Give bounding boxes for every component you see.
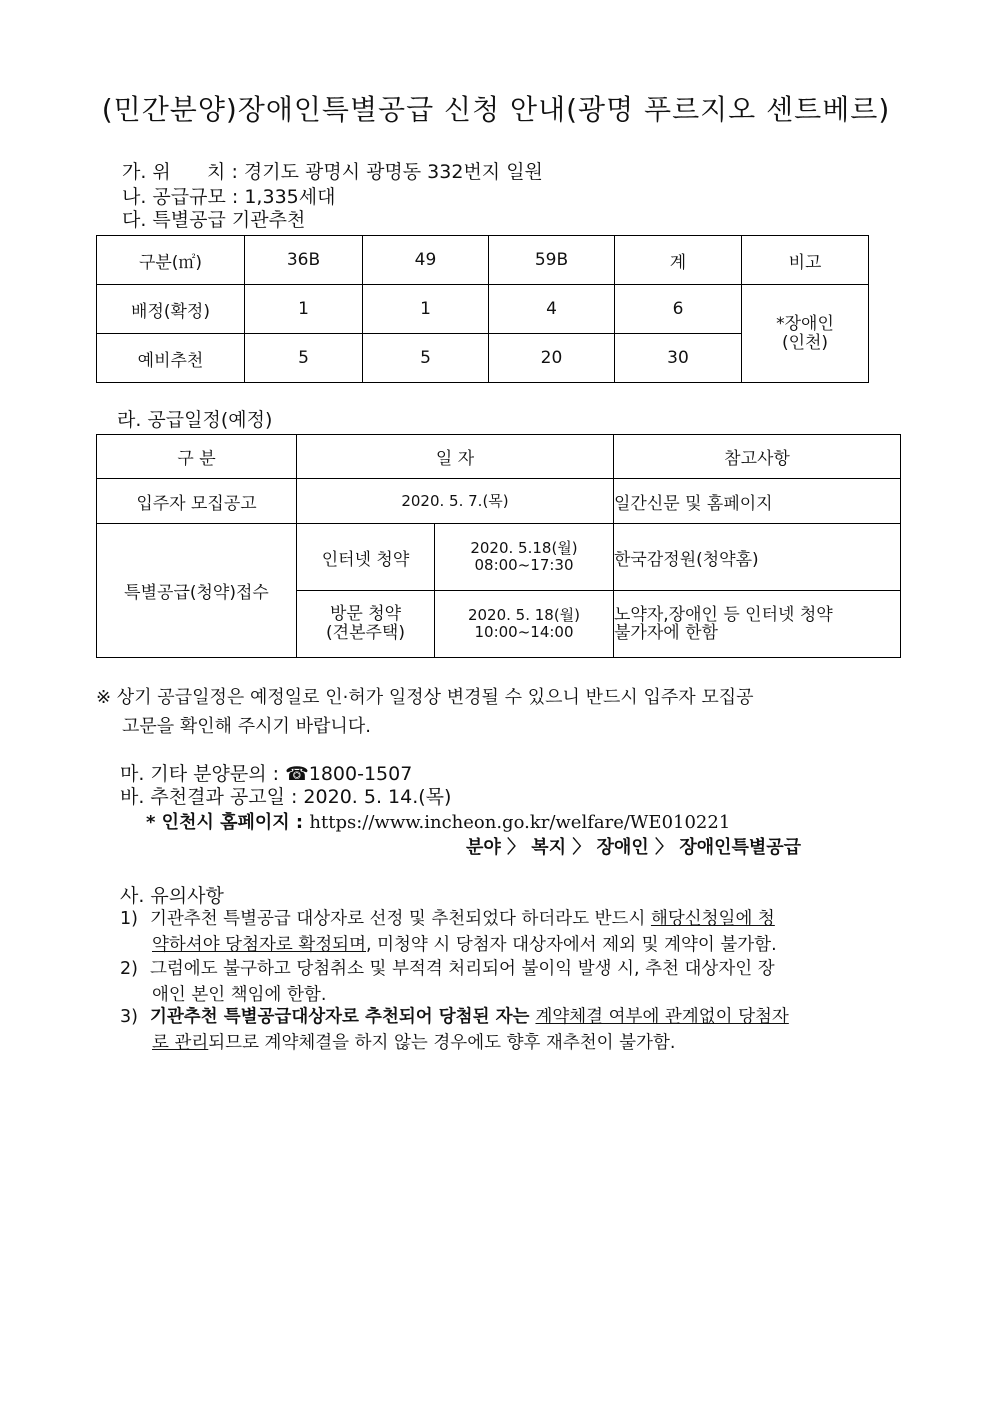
section-schedule: 라. 공급일정(예정) [117, 409, 273, 431]
section-agency-recommend: 다. 특별공급 기관추천 [122, 209, 306, 231]
caution-number: 2) [120, 959, 138, 979]
remark-line: (인천) [781, 332, 829, 353]
location-label: 가. 위 치 [122, 161, 226, 183]
caution-text: 되므로 계약체결을 하지 않는 경우에도 향후 재추천이 불가함. [208, 1033, 676, 1053]
caution-underline: 약하셔야 당첨자로 확정되며 [152, 935, 366, 955]
header-cell: 일 자 [297, 435, 614, 479]
method-cell [297, 591, 435, 658]
header-cell: 계 [615, 236, 742, 285]
header-cell: 59B [489, 236, 615, 285]
note-cell: 일간신문 및 홈페이지 [614, 479, 901, 524]
remark-cell [742, 285, 869, 383]
breadcrumb: 분야 〉 복지 〉 장애인 〉 장애인특별공급 [466, 837, 802, 858]
caution-text: , 미청약 시 당첨자 대상자에서 제외 및 계약이 불가함. [366, 935, 777, 955]
phone-number: 1800-1507 [308, 763, 413, 785]
allocation-table [96, 235, 869, 383]
note-line: 노약자,장애인 등 인터넷 청약 [614, 605, 833, 625]
table-cell: 6 [615, 285, 742, 334]
section-cautions: 사. 유의사항 [120, 885, 224, 907]
table-cell: 5 [245, 334, 363, 383]
homepage-url[interactable]: https://www.incheon.go.kr/welfare/WE010221 [309, 812, 731, 833]
caution-underline: 계약체결 여부에 관계없이 당첨자 [535, 1007, 789, 1027]
row-label: 특별공급(청약)접수 [97, 524, 297, 658]
date-line: 2020. 5. 18(월) [467, 606, 581, 624]
row-label: 예비추천 [97, 334, 245, 383]
header-cell: 참고사항 [614, 435, 901, 479]
time-line: 10:00~14:00 [474, 623, 574, 641]
inquiry-label: 마. 기타 분양문의 : [120, 763, 286, 785]
caution-bold-text: 기관추천 특별공급대상자로 추천되어 당첨된 자는 [150, 1007, 536, 1027]
caution-underline: 해당신청일에 청 [650, 909, 775, 929]
page-title: (민간분양)장애인특별공급 신청 안내(광명 푸르지오 센트베르) [101, 93, 891, 126]
caution-text: 그럼에도 불구하고 당첨취소 및 부적격 처리되어 불이익 발생 시, 추천 대상자인 장 [150, 959, 775, 979]
caution-text: 기관추천 특별공급 대상자로 선정 및 추천되었다 하더라도 반드시 [150, 909, 651, 929]
header-cell: 36B [245, 236, 363, 285]
table-cell: 4 [489, 285, 615, 334]
row-label: 입주자 모집공고 [97, 479, 297, 524]
table-row [97, 524, 901, 591]
caution-item-1 [120, 906, 902, 958]
note-line: 불가자에 한함 [614, 623, 718, 643]
section-location [122, 157, 543, 184]
method-cell: 인터넷 청약 [297, 524, 435, 591]
table-row [97, 435, 901, 479]
header-cell: 비고 [742, 236, 869, 285]
caution-continuation [120, 1030, 902, 1056]
header-cell: 구 분 [97, 435, 297, 479]
caution-continuation: 애인 본인 책임에 한함. [152, 985, 327, 1005]
row-label: 배정(확정) [97, 285, 245, 334]
date-line: 2020. 5.18(월) [470, 539, 578, 557]
caution-item-3 [120, 1004, 902, 1056]
caution-number: 3) [120, 1007, 138, 1027]
supply-scale-value: : 1,335세대 [231, 186, 336, 208]
method-line: 방문 청약 [329, 604, 402, 624]
note-cell [614, 591, 901, 658]
header-cell: 49 [363, 236, 489, 285]
caution-continuation [120, 932, 902, 958]
schedule-table [96, 434, 901, 658]
time-line: 08:00~17:30 [474, 556, 574, 574]
table-cell: 1 [245, 285, 363, 334]
caution-number: 1) [120, 909, 138, 929]
header-cell: 구분(㎡) [97, 236, 245, 285]
table-row [97, 285, 869, 334]
section-result-date: 바. 추천결과 공고일 : 2020. 5. 14.(목) [120, 786, 452, 808]
date-cell [435, 524, 614, 591]
homepage-line [146, 808, 730, 834]
date-cell [435, 591, 614, 658]
date-cell: 2020. 5. 7.(목) [297, 479, 614, 524]
supply-scale-label: 나. 공급규모 [122, 186, 226, 208]
location-value: : 경기도 광명시 광명동 332번지 일원 [231, 161, 543, 183]
phone-icon: ☎ [285, 763, 309, 785]
homepage-label: * 인천시 홈페이지 : [146, 812, 310, 833]
notice-line: 고문을 확인해 주시기 바랍니다. [122, 716, 371, 737]
note-cell: 한국감정원(청약홈) [614, 524, 901, 591]
table-cell: 5 [363, 334, 489, 383]
table-cell: 30 [615, 334, 742, 383]
caution-underline: 로 관리 [152, 1033, 209, 1053]
table-row [97, 479, 901, 524]
method-line: (견본주택) [326, 623, 405, 643]
table-row [97, 236, 869, 285]
schedule-notice [96, 683, 901, 741]
table-cell: 1 [363, 285, 489, 334]
notice-line: ※ 상기 공급일정은 예정일로 인·허가 일정상 변경될 수 있으니 반드시 입주자 모집공 [96, 687, 754, 708]
remark-line: *장애인 [776, 313, 834, 334]
table-cell: 20 [489, 334, 615, 383]
caution-item-2 [120, 956, 902, 1008]
